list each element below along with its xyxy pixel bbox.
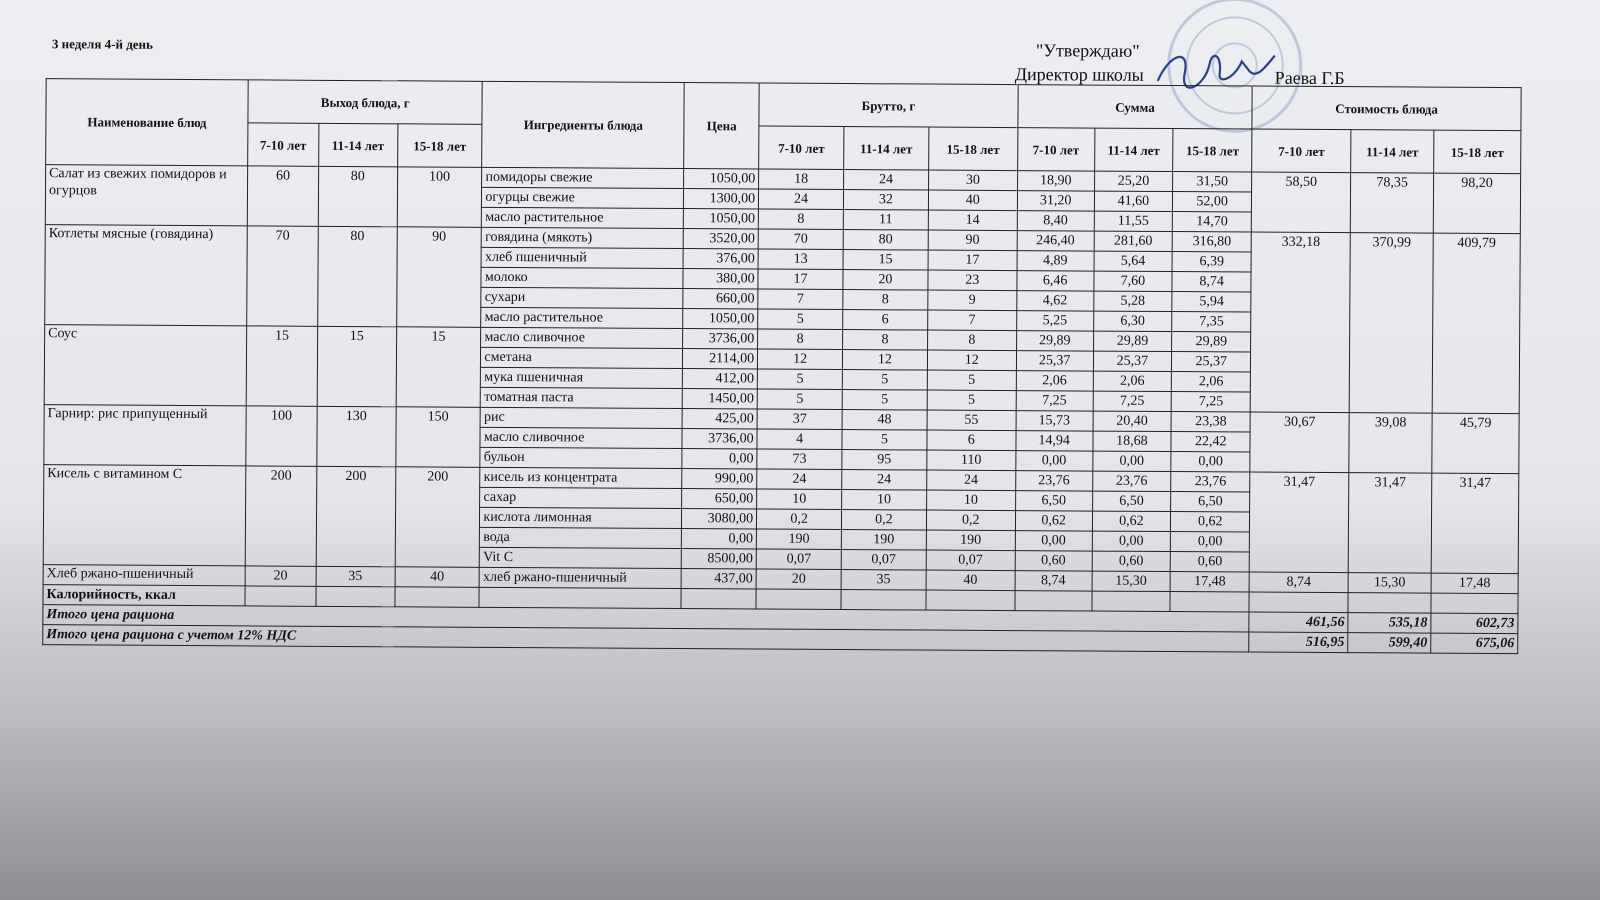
week-day-label: 3 неделя 4-й день — [51, 36, 153, 52]
sum-value: 29,89 — [1093, 331, 1172, 351]
approve-label: "Утверждаю" — [1035, 40, 1140, 61]
gross-value: 110 — [927, 450, 1016, 471]
header-age: 7-10 лет — [1017, 128, 1094, 171]
gross-value: 10 — [926, 490, 1015, 511]
ingredient-name: масло растительное — [482, 207, 684, 228]
sum-value: 8,74 — [1015, 571, 1092, 591]
total-vat-label: Итого цена рациона с учетом 12% НДС — [43, 625, 1249, 652]
total-vat-value: 516,95 — [1249, 632, 1348, 653]
dish-cost: 370,99 — [1349, 233, 1433, 414]
sum-value: 23,76 — [1171, 472, 1250, 492]
gross-value: 70 — [758, 229, 843, 250]
sum-value: 23,76 — [1015, 471, 1092, 491]
gross-value: 7 — [758, 289, 843, 310]
gross-value: 4 — [757, 429, 842, 450]
ingredient-name: сахар — [480, 487, 682, 508]
gross-value: 30 — [928, 170, 1017, 191]
dish-name: Салат из свежих помидоров и огурцов — [45, 165, 247, 226]
sum-value: 5,28 — [1093, 291, 1172, 311]
sum-value: 29,89 — [1016, 331, 1093, 351]
gross-value: 0,2 — [757, 509, 842, 530]
ingredient-name: молоко — [481, 267, 683, 288]
dish-output: 15 — [317, 326, 396, 406]
dish-output: 20 — [245, 566, 316, 586]
director-label: Директор школы — [1014, 64, 1144, 85]
sum-value: 22,42 — [1171, 432, 1250, 452]
sum-value: 5,94 — [1172, 292, 1251, 312]
sum-value: 25,37 — [1172, 352, 1251, 372]
gross-value: 32 — [843, 190, 928, 211]
dish-cost: 30,67 — [1250, 412, 1349, 473]
sum-value: 6,50 — [1171, 492, 1250, 512]
ingredient-price: 412,00 — [683, 369, 758, 389]
sum-value: 25,37 — [1093, 351, 1172, 371]
ingredient-name: кисель из концентрата — [480, 467, 682, 488]
dish-output: 90 — [396, 227, 481, 328]
gross-value: 24 — [842, 470, 927, 491]
gross-value: 190 — [757, 529, 842, 550]
sum-value: 0,00 — [1015, 531, 1092, 551]
sum-value: 20,40 — [1093, 411, 1172, 431]
gross-value: 17 — [928, 250, 1017, 271]
gross-value: 5 — [757, 369, 842, 390]
menu-table — [42, 78, 1521, 654]
sum-value: 0,60 — [1171, 552, 1250, 572]
header-age: 11-14 лет — [1094, 128, 1173, 171]
dish-output: 15 — [246, 326, 317, 406]
sum-value: 25,20 — [1094, 171, 1173, 191]
gross-value: 9 — [928, 290, 1017, 311]
header-age: 11-14 лет — [844, 127, 929, 171]
dish-name: Котлеты мясные (говядина) — [45, 225, 248, 326]
gross-value: 17 — [758, 269, 843, 290]
dish-cost: 409,79 — [1432, 233, 1520, 414]
sum-value: 0,60 — [1092, 551, 1171, 571]
gross-value: 10 — [757, 489, 842, 510]
ingredient-price: 3736,00 — [682, 429, 757, 449]
sum-value: 29,89 — [1172, 332, 1251, 352]
header-age: 7-10 лет — [248, 123, 319, 166]
ingredient-price: 376,00 — [683, 249, 758, 269]
gross-value: 20 — [843, 270, 928, 291]
gross-value: 80 — [843, 230, 928, 251]
ingredient-price: 1050,00 — [684, 209, 759, 229]
gross-value: 5 — [757, 389, 842, 410]
gross-value: 48 — [842, 410, 927, 431]
gross-value: 0,2 — [841, 510, 926, 531]
gross-value: 5 — [927, 390, 1016, 411]
dish-output: 200 — [316, 466, 395, 566]
gross-value: 8 — [758, 329, 843, 350]
sum-value: 0,00 — [1016, 451, 1093, 471]
ingredient-price: 1300,00 — [684, 189, 759, 209]
gross-value: 7 — [928, 310, 1017, 331]
gross-value: 190 — [841, 530, 926, 551]
sum-value: 41,60 — [1094, 191, 1173, 211]
gross-value: 55 — [927, 410, 1016, 431]
header-age: 15-18 лет — [1434, 130, 1521, 174]
sum-value: 7,25 — [1093, 391, 1172, 411]
gross-value: 12 — [927, 350, 1016, 371]
ingredient-price: 3736,00 — [683, 329, 758, 349]
dish-cost: 15,30 — [1348, 573, 1431, 594]
dish-name: Гарнир: рис припущенный — [44, 405, 246, 466]
sum-value: 246,40 — [1017, 231, 1094, 251]
gross-value: 0,07 — [926, 550, 1015, 571]
header-age: 11-14 лет — [318, 123, 397, 166]
gross-value: 40 — [928, 190, 1017, 211]
gross-value: 5 — [842, 370, 927, 391]
header-sum: Сумма — [1018, 85, 1253, 129]
gross-value: 24 — [757, 469, 842, 490]
gross-value: 0,07 — [756, 549, 841, 570]
sum-value: 8,74 — [1172, 272, 1251, 292]
gross-value: 73 — [757, 449, 842, 470]
ingredient-price: 0,00 — [682, 449, 757, 469]
sum-value: 11,55 — [1094, 211, 1173, 231]
dish-cost: 31,47 — [1249, 472, 1349, 573]
gross-value: 18 — [759, 169, 844, 190]
header-ingredients: Ингредиенты блюда — [482, 81, 685, 168]
ingredient-name: огурцы свежие — [482, 187, 684, 208]
gross-value: 5 — [758, 309, 843, 330]
header-cost: Стоимость блюда — [1252, 86, 1521, 131]
ingredient-name: говядина (мякоть) — [482, 227, 684, 248]
sum-value: 7,60 — [1093, 271, 1172, 291]
header-gross: Брутто, г — [759, 83, 1018, 128]
gross-value: 24 — [759, 189, 844, 210]
sum-value: 31,20 — [1017, 191, 1094, 211]
dish-output: 200 — [245, 466, 316, 566]
gross-value: 23 — [928, 270, 1017, 291]
gross-value: 5 — [842, 390, 927, 411]
gross-value: 90 — [928, 230, 1017, 251]
ingredient-price: 2114,00 — [683, 349, 758, 369]
ingredient-name: хлеб пшеничный — [481, 247, 683, 268]
sum-value: 6,50 — [1092, 491, 1171, 511]
header-price: Цена — [684, 83, 759, 169]
total-vat-value: 599,40 — [1348, 633, 1431, 654]
sum-value: 31,50 — [1173, 172, 1252, 192]
gross-value: 14 — [928, 210, 1017, 231]
dish-name: Кисель с витамином С — [43, 465, 246, 566]
sum-value: 0,00 — [1171, 452, 1250, 472]
dish-output: 200 — [395, 467, 480, 568]
header-age: 7-10 лет — [1252, 129, 1351, 173]
gross-value: 20 — [756, 569, 841, 590]
sum-value: 281,60 — [1094, 231, 1173, 251]
ingredient-price: 1050,00 — [683, 309, 758, 329]
sum-value: 23,76 — [1092, 471, 1171, 491]
dish-output: 100 — [397, 167, 482, 228]
gross-value: 8 — [927, 330, 1016, 351]
sum-value: 17,48 — [1170, 572, 1249, 592]
ingredient-name: масло сливочное — [480, 427, 682, 448]
total-label: Итого цена рациона — [43, 605, 1249, 632]
gross-value: 10 — [842, 490, 927, 511]
sum-value: 4,62 — [1017, 291, 1094, 311]
gross-value: 12 — [758, 349, 843, 370]
gross-value: 0,07 — [841, 550, 926, 571]
dish-cost: 58,50 — [1251, 172, 1350, 233]
ingredient-price: 990,00 — [682, 469, 757, 489]
sum-value: 7,25 — [1172, 392, 1251, 412]
dish-output: 40 — [395, 567, 480, 588]
ingredient-price: 650,00 — [682, 489, 757, 509]
total-value: 461,56 — [1249, 612, 1348, 633]
document-sheet — [16, 28, 1560, 727]
sum-value: 52,00 — [1173, 192, 1252, 212]
ingredient-price: 3080,00 — [682, 509, 757, 529]
gross-value: 35 — [841, 570, 926, 591]
ingredient-name: кислота лимонная — [480, 507, 682, 528]
dish-output: 100 — [246, 406, 317, 466]
sum-value: 0,62 — [1092, 511, 1171, 531]
sum-value: 4,89 — [1017, 251, 1094, 271]
ingredient-name: хлеб ржано-пшеничный — [479, 567, 681, 588]
sum-value: 15,30 — [1092, 571, 1171, 591]
header-age: 7-10 лет — [759, 126, 844, 170]
total-vat-value: 675,06 — [1431, 633, 1518, 654]
gross-value: 6 — [927, 430, 1016, 451]
dish-cost: 98,20 — [1433, 173, 1520, 234]
sum-value: 6,30 — [1093, 311, 1172, 331]
ingredient-price: 3520,00 — [684, 229, 759, 249]
ingredient-name: вода — [480, 527, 682, 548]
dish-cost: 8,74 — [1249, 572, 1348, 593]
sum-value: 316,80 — [1172, 232, 1251, 252]
gross-value: 8 — [843, 330, 928, 351]
total-value: 535,18 — [1348, 613, 1431, 634]
dish-cost: 45,79 — [1432, 413, 1519, 474]
sum-value: 14,70 — [1173, 212, 1252, 232]
header-age: 15-18 лет — [397, 124, 482, 168]
dish-cost: 39,08 — [1349, 413, 1432, 474]
dish-output: 35 — [316, 566, 395, 586]
header-age: 15-18 лет — [929, 127, 1018, 171]
gross-value: 40 — [926, 570, 1015, 591]
signer-name: Раева Г.Б — [1274, 67, 1345, 89]
ingredient-price: 8500,00 — [682, 549, 757, 569]
sum-value: 8,40 — [1017, 211, 1094, 231]
ingredient-name: помидоры свежие — [482, 167, 684, 188]
gross-value: 24 — [844, 170, 929, 191]
ingredient-name: Vit C — [480, 547, 682, 568]
gross-value: 8 — [843, 290, 928, 311]
ingredient-name: рис — [480, 407, 682, 428]
ingredient-price: 1450,00 — [683, 389, 758, 409]
gross-value: 95 — [842, 450, 927, 471]
ingredient-name: мука пшеничная — [481, 367, 683, 388]
ingredient-price: 0,00 — [682, 529, 757, 549]
dish-name: Соус — [44, 325, 247, 406]
sum-value: 0,60 — [1015, 551, 1092, 571]
dish-cost: 78,35 — [1350, 173, 1433, 234]
ingredient-name: сухари — [481, 287, 683, 308]
sum-value: 0,62 — [1171, 512, 1250, 532]
ingredient-price: 437,00 — [682, 569, 757, 589]
header-age: 11-14 лет — [1351, 130, 1434, 174]
dish-output: 130 — [317, 406, 396, 466]
gross-value: 6 — [843, 310, 928, 331]
sum-value: 6,46 — [1017, 271, 1094, 291]
ingredient-name: томатная паста — [481, 387, 683, 408]
dish-output: 15 — [396, 327, 481, 408]
ingredient-name: масло растительное — [481, 307, 683, 328]
header-dish: Наименование блюд — [46, 79, 249, 166]
sum-value: 25,37 — [1016, 351, 1093, 371]
total-value: 602,73 — [1431, 613, 1518, 634]
sum-value: 18,90 — [1017, 171, 1094, 191]
ingredient-price: 660,00 — [683, 289, 758, 309]
gross-value: 5 — [842, 430, 927, 451]
gross-value: 11 — [843, 210, 928, 231]
dish-output: 150 — [395, 407, 480, 468]
ingredient-name: бульон — [480, 447, 682, 468]
sum-value: 18,68 — [1092, 431, 1171, 451]
gross-value: 24 — [927, 470, 1016, 491]
ingredient-price: 1050,00 — [684, 169, 759, 189]
sum-value: 0,00 — [1092, 531, 1171, 551]
sum-value: 2,06 — [1016, 371, 1093, 391]
calories-label: Калорийность, ккал — [43, 585, 245, 606]
sum-value: 2,06 — [1172, 372, 1251, 392]
dish-output: 60 — [247, 166, 318, 226]
sum-value: 5,25 — [1016, 311, 1093, 331]
ingredient-name: сметана — [481, 347, 683, 368]
dish-name: Хлеб ржано-пшеничный — [43, 565, 245, 586]
gross-value: 5 — [927, 370, 1016, 391]
sum-value: 7,35 — [1172, 312, 1251, 332]
header-age: 15-18 лет — [1173, 129, 1252, 172]
sum-value: 6,39 — [1172, 252, 1251, 272]
ingredient-price: 380,00 — [683, 269, 758, 289]
gross-value: 15 — [843, 250, 928, 271]
dish-cost: 31,47 — [1431, 473, 1519, 574]
sum-value: 23,38 — [1171, 412, 1250, 432]
sum-value: 0,00 — [1171, 532, 1250, 552]
gross-value: 12 — [842, 350, 927, 371]
dish-output: 80 — [317, 226, 396, 326]
dish-cost: 31,47 — [1348, 473, 1431, 574]
dish-cost: 17,48 — [1431, 573, 1518, 594]
sum-value: 2,06 — [1093, 371, 1172, 391]
sum-value: 0,00 — [1092, 451, 1171, 471]
sum-value: 6,50 — [1015, 491, 1092, 511]
gross-value: 8 — [758, 209, 843, 230]
gross-value: 190 — [926, 530, 1015, 551]
sum-value: 15,73 — [1016, 411, 1093, 431]
gross-value: 13 — [758, 249, 843, 270]
ingredient-price: 425,00 — [682, 409, 757, 429]
dish-output: 80 — [318, 166, 397, 226]
gross-value: 37 — [757, 409, 842, 430]
gross-value: 0,2 — [926, 510, 1015, 531]
dish-cost: 332,18 — [1250, 232, 1350, 413]
header-output: Выход блюда, г — [248, 80, 483, 124]
ingredient-name: масло сливочное — [481, 327, 683, 348]
dish-output: 70 — [247, 226, 318, 326]
sum-value: 0,62 — [1015, 511, 1092, 531]
sum-value: 14,94 — [1016, 431, 1093, 451]
sum-value: 7,25 — [1016, 391, 1093, 411]
sum-value: 5,64 — [1094, 251, 1173, 271]
